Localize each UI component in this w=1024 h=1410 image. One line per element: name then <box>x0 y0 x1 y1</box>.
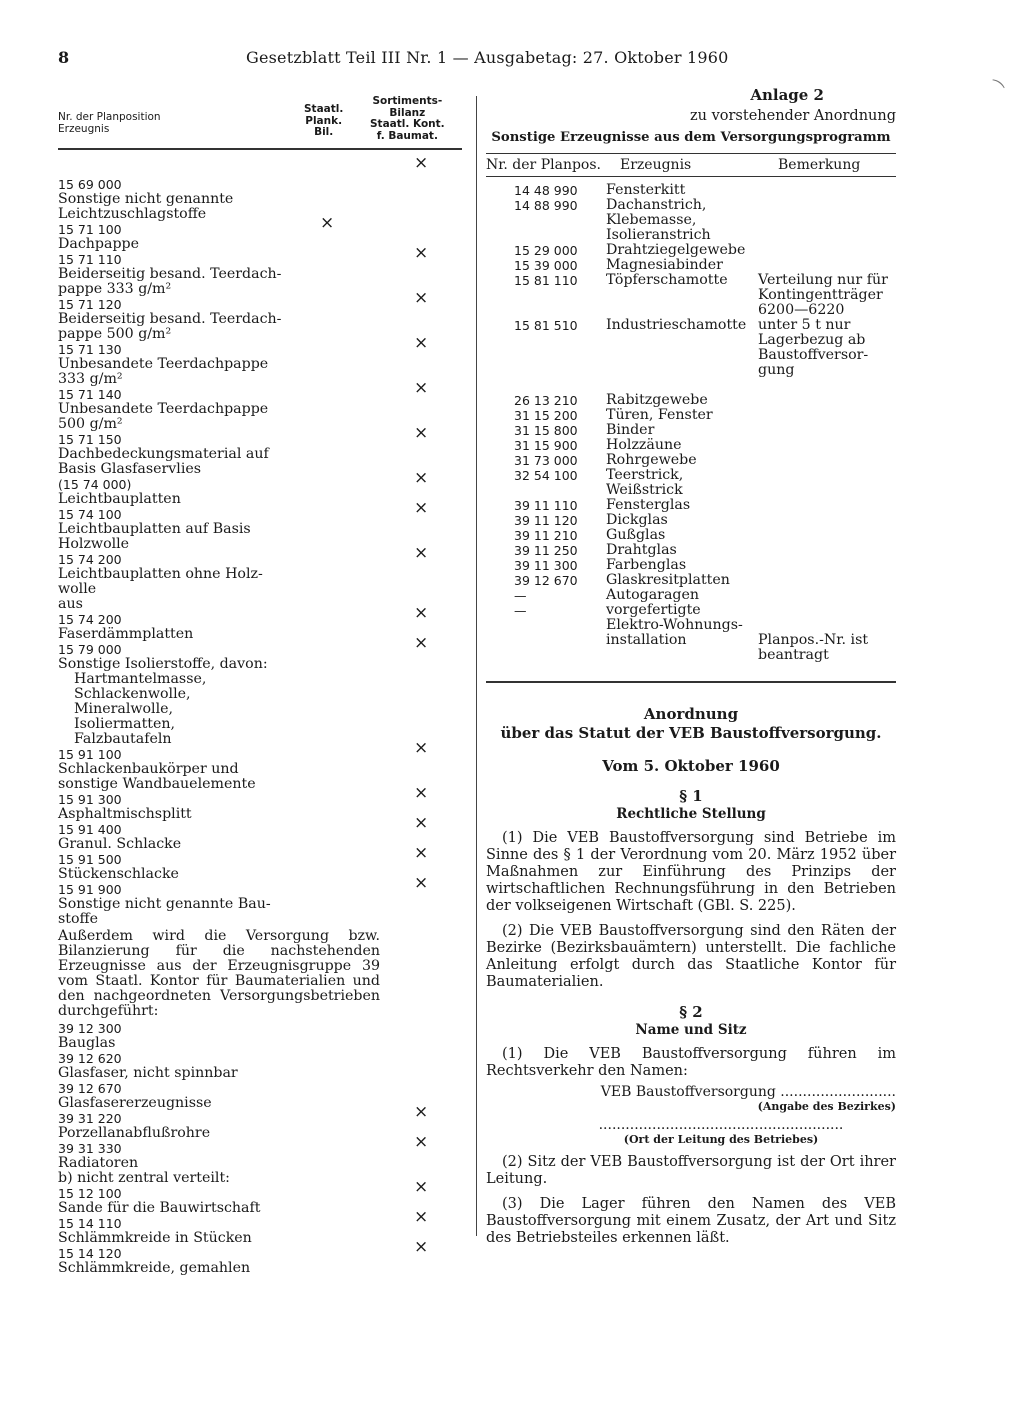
product-name: installation <box>606 632 687 648</box>
product-name: Holzwolle <box>58 536 130 552</box>
planposition-number: 15 74 100 <box>58 507 122 522</box>
table-row <box>486 288 896 303</box>
section-1-title: Rechtliche Stellung <box>616 806 766 822</box>
table-row <box>58 597 468 612</box>
header-label-line1: Nr. der Planposition <box>58 111 161 123</box>
table-row <box>58 732 468 747</box>
planposition-number: 15 69 000 <box>58 177 122 192</box>
location-line: ....................................................... <box>598 1117 844 1133</box>
table-row <box>58 462 468 477</box>
sortiments-bilanz-mark: × <box>414 843 429 863</box>
sortiments-bilanz-mark: × <box>414 378 429 398</box>
table-row <box>58 1261 468 1276</box>
table-row <box>486 513 896 528</box>
table-row <box>58 282 468 297</box>
product-name: Glaskresitplatten <box>606 572 730 588</box>
product-name: Sonstige Isolierstoffe, davon: <box>58 656 268 672</box>
table-row <box>58 1066 468 1081</box>
sortiments-bilanz-mark: × <box>414 243 429 263</box>
product-name: sonstige Wandbauelemente <box>58 776 256 792</box>
table-row <box>58 522 468 537</box>
header-sortiments-bilanz: Sortiments- Bilanz Staatl. Kont. f. Baumat. <box>370 95 445 142</box>
remark: Baustoffversor- <box>758 347 869 363</box>
table-row <box>486 258 896 273</box>
planpos-number: 39 11 110 <box>514 498 578 513</box>
product-name: Rohrgewebe <box>606 452 697 468</box>
product-name: Faserdämmplatten <box>58 626 194 642</box>
ordinance-title <box>486 705 896 743</box>
product-name: Töpferschamotte <box>606 272 728 288</box>
sortiments-bilanz-mark: × <box>414 153 429 173</box>
table-row <box>486 633 896 648</box>
table-row <box>58 372 468 387</box>
product-name: Unbesandete Teerdachpappe <box>58 401 269 417</box>
table-row <box>486 243 896 258</box>
planposition-number: 15 14 120 <box>58 1246 122 1261</box>
sortiments-bilanz-mark: × <box>414 1102 429 1122</box>
product-name: Leichtbauplatten auf Basis <box>58 521 251 537</box>
product-name: Autogaragen <box>606 587 700 603</box>
section-2-paragraph-2: (2) Sitz der VEB Baustoffversorgung ist der Ort ihrer Leitung. <box>486 1154 896 1187</box>
table-row <box>58 837 468 852</box>
product-name: Leichtzuschlagstoffe <box>58 206 207 222</box>
table-row <box>58 417 468 432</box>
product-name: wolle <box>58 581 97 597</box>
table-row <box>58 867 468 882</box>
planpos-number: 32 54 100 <box>514 468 578 483</box>
product-name: Sonstige nicht genannte <box>58 191 234 207</box>
header-rule <box>58 148 462 150</box>
remark: Kontingentträger <box>758 287 883 303</box>
table-row <box>58 1096 468 1111</box>
planpos-number: 39 12 670 <box>514 573 578 588</box>
page-number: 8 <box>58 48 70 67</box>
product-name: Leichtbauplatten ohne Holz- <box>58 566 263 582</box>
product-name: Stückenschlacke <box>58 866 179 882</box>
planposition-number: 15 14 110 <box>58 1216 122 1231</box>
section-2-paragraph-3: (3) Die Lager führen den Namen des VEB Baustoffversorgung mit einem Zusatz, der Art und Sitz des Betriebsteiles erkennen läßt. <box>486 1196 896 1246</box>
section-2-title: Name und Sitz <box>635 1022 747 1038</box>
planposition-number: 15 71 110 <box>58 252 122 267</box>
product-name: Türen, Fenster <box>606 407 713 423</box>
table-row <box>58 1051 468 1066</box>
planposition-number: 15 71 140 <box>58 387 122 402</box>
remark: beantragt <box>758 647 829 663</box>
table-row <box>58 267 468 282</box>
section-2-number: § 2 <box>679 1003 703 1021</box>
planposition-number: 15 71 120 <box>58 297 122 312</box>
product-name: Falzbautafeln <box>74 731 172 747</box>
table-row <box>486 648 896 663</box>
table-row <box>58 1081 468 1096</box>
table-row <box>486 408 896 423</box>
product-name: Elektro-Wohnungs- <box>606 617 743 633</box>
sortiments-bilanz-mark: × <box>414 873 429 893</box>
product-name: Beiderseitig besand. Teerdach- <box>58 266 282 282</box>
table-row <box>486 363 896 378</box>
table-row <box>486 228 896 243</box>
planpos-number: 39 11 120 <box>514 513 578 528</box>
sortiments-bilanz-mark: × <box>414 1207 429 1227</box>
product-name: Drahtziegelgewebe <box>606 242 746 258</box>
table-row <box>486 183 896 198</box>
product-name: Holzzäune <box>606 437 682 453</box>
table-row <box>58 912 468 927</box>
product-name: Binder <box>606 422 655 438</box>
product-name: Fensterglas <box>606 497 691 513</box>
section-1-paragraph-2: (2) Die VEB Baustoffversorgung sind den Räten der Bezirke (Bezirksbauämtern) unterstellt. Die fachliche Anleitung erfolgt durch das Staatliche Kontor für Baumaterialien. <box>486 923 896 990</box>
remark: 6200—6220 <box>758 302 845 318</box>
product-name: Gußglas <box>606 527 666 543</box>
header-staatl-plank: Staatl. Plank. Bil. <box>304 103 344 138</box>
table-row <box>58 1126 468 1141</box>
annex-table-body <box>486 177 896 663</box>
left-table-header <box>58 92 468 148</box>
table-row <box>486 498 896 513</box>
plank-bil-mark: × <box>320 213 335 233</box>
table-row <box>486 453 896 468</box>
product-name: stoffe <box>58 911 98 927</box>
product-name: Schlämmkreide in Stücken <box>58 1230 252 1246</box>
planpos-number: 15 29 000 <box>514 243 578 258</box>
planposition-number: 39 31 220 <box>58 1111 122 1126</box>
table-row <box>486 423 896 438</box>
sortiments-bilanz-mark: × <box>414 1132 429 1152</box>
product-name: Glasfaser, nicht spinnbar <box>58 1065 238 1081</box>
table-row <box>486 333 896 348</box>
planposition-number: 15 91 100 <box>58 747 122 762</box>
product-name: Klebemasse, <box>606 212 697 228</box>
table-row <box>58 447 468 462</box>
product-name: Isolieranstrich <box>606 227 711 243</box>
table-row <box>58 672 468 687</box>
table-row <box>58 402 468 417</box>
product-name: Magnesiabinder <box>606 257 723 273</box>
planpos-number: 31 15 200 <box>514 408 578 423</box>
ordinance-date: Vom 5. Oktober 1960 <box>602 757 780 775</box>
row-gap <box>486 378 896 393</box>
planposition-number: 15 71 150 <box>58 432 122 447</box>
product-name: 500 g/m² <box>58 416 123 432</box>
table-row <box>486 348 896 363</box>
product-name: Farbenglas <box>606 557 687 573</box>
table-row <box>58 177 468 192</box>
table-row <box>58 327 468 342</box>
table-row <box>58 207 468 222</box>
table-row <box>58 1021 468 1036</box>
sortiments-bilanz-mark: × <box>414 468 429 488</box>
remark: Lagerbezug ab <box>758 332 866 348</box>
table-row <box>58 807 468 822</box>
planposition-number: 15 79 000 <box>58 642 122 657</box>
planpos-number: 39 11 210 <box>514 528 578 543</box>
col-header-erzeugnis: Erzeugnis <box>620 157 692 173</box>
table-row <box>486 468 896 483</box>
supply-note: Außerdem wird die Versorgung bzw. Bilanzierung für die nachstehenden Erzeugnisse aus der Erzeugnisgruppe 39 vom Staatl. Kontor für Baumaterialien und den nachgeordneten Versorgungsbetrieben durchgeführt: <box>58 928 380 1019</box>
planpos-number: 14 88 990 <box>514 198 578 213</box>
table-row <box>58 897 468 912</box>
product-name: Unbesandete Teerdachpappe <box>58 356 269 372</box>
sortiments-bilanz-mark: × <box>414 288 429 308</box>
product-name: Fensterkitt <box>606 182 686 198</box>
planpos-number: 26 13 210 <box>514 393 578 408</box>
planposition-number: 15 71 100 <box>58 222 122 237</box>
table-row <box>58 627 468 642</box>
remark: Verteilung nur für <box>758 272 888 288</box>
planposition-number: 15 12 100 <box>58 1186 122 1201</box>
product-name: Teerstrick, <box>606 467 684 483</box>
product-name: Drahtglas <box>606 542 677 558</box>
product-name: Hartmantelmasse, <box>74 671 207 687</box>
table-row <box>58 1201 468 1216</box>
table-row <box>58 537 468 552</box>
product-name: b) nicht zentral verteilt: <box>58 1170 230 1186</box>
name-line: VEB Baustoffversorgung .......................... <box>600 1084 896 1100</box>
sortiments-bilanz-mark: × <box>414 1237 429 1257</box>
annex-table-header <box>486 154 896 176</box>
sortiments-bilanz-mark: × <box>414 783 429 803</box>
product-name: Dachbedeckungsmaterial auf <box>58 446 269 462</box>
planpos-number: 31 73 000 <box>514 453 578 468</box>
annex-heading: Anlage 2 <box>750 86 824 104</box>
sortiments-bilanz-mark: × <box>414 543 429 563</box>
product-name: Bauglas <box>58 1035 116 1051</box>
planposition-number: 39 12 300 <box>58 1021 122 1036</box>
planpos-number: 15 39 000 <box>514 258 578 273</box>
remark: gung <box>758 362 795 378</box>
table-row <box>58 1171 468 1186</box>
product-name: Schlämmkreide, gemahlen <box>58 1260 251 1276</box>
section-separator <box>486 681 896 683</box>
table-row <box>58 492 468 507</box>
table-row <box>58 717 468 732</box>
table-row <box>486 273 896 288</box>
name-line-caption: (Angabe des Bezirkes) <box>757 1100 896 1113</box>
product-name: Weißstrick <box>606 482 683 498</box>
table-row <box>58 1156 468 1171</box>
table-row <box>486 588 896 603</box>
table-row <box>58 582 468 597</box>
sortiments-bilanz-mark: × <box>414 603 429 623</box>
remark: Planpos.-Nr. ist <box>758 632 869 648</box>
table-row <box>486 198 896 213</box>
table-row <box>486 558 896 573</box>
planposition-number: 15 91 300 <box>58 792 122 807</box>
product-name: 333 g/m² <box>58 371 123 387</box>
table-row <box>58 657 468 672</box>
planposition-number: 39 31 330 <box>58 1141 122 1156</box>
table-row <box>58 312 468 327</box>
planpos-number: 31 15 900 <box>514 438 578 453</box>
table-row <box>486 303 896 318</box>
table-row <box>486 483 896 498</box>
sortiments-bilanz-mark: × <box>414 633 429 653</box>
table-row <box>486 318 896 333</box>
planposition-number: 15 91 400 <box>58 822 122 837</box>
right-column <box>486 86 896 1247</box>
planpos-number: 31 15 800 <box>514 423 578 438</box>
table-row <box>58 702 468 717</box>
product-name: Schlackenbaukörper und <box>58 761 239 777</box>
table-row <box>58 357 468 372</box>
table-row <box>58 567 468 582</box>
planposition-number: 15 91 500 <box>58 852 122 867</box>
product-name: vorgefertigte <box>606 602 701 618</box>
sortiments-bilanz-mark: × <box>414 333 429 353</box>
column-divider <box>476 96 477 1236</box>
product-name: aus <box>58 596 83 612</box>
sortiments-bilanz-mark: × <box>414 738 429 758</box>
planposition-number: 15 74 200 <box>58 612 122 627</box>
product-name: Asphaltmischsplitt <box>58 806 192 822</box>
planpos-number: 15 81 110 <box>514 273 578 288</box>
remark: unter 5 t nur <box>758 317 851 333</box>
planpos-number: 39 11 300 <box>514 558 578 573</box>
product-name: Granul. Schlacke <box>58 836 182 852</box>
sortiments-bilanz-mark: × <box>414 498 429 518</box>
table-row <box>486 543 896 558</box>
table-row <box>58 192 468 207</box>
product-name: Basis Glasfaservlies <box>58 461 202 477</box>
col-header-bemerkung: Bemerkung <box>778 157 861 173</box>
product-name: Dachanstrich, <box>606 197 707 213</box>
planposition-number: 15 91 900 <box>58 882 122 897</box>
table-row <box>486 213 896 228</box>
left-column <box>58 92 468 1276</box>
planposition-number: 39 12 670 <box>58 1081 122 1096</box>
product-name: Radiatoren <box>58 1155 139 1171</box>
ordinance-title-line2: über das Statut der VEB Baustoffversorgung. <box>500 724 882 742</box>
planpos-number: 39 11 250 <box>514 543 578 558</box>
table-row <box>58 153 468 177</box>
planpos-number: 14 48 990 <box>514 183 578 198</box>
product-name: Dachpappe <box>58 236 140 252</box>
header-label <box>58 112 161 135</box>
sortiments-bilanz-mark: × <box>414 423 429 443</box>
table-row <box>486 528 896 543</box>
product-name: Porzellanabflußrohre <box>58 1125 211 1141</box>
left-table-body <box>58 153 468 927</box>
margin-mark: ⁀ <box>983 78 1006 101</box>
product-name: Mineralwolle, <box>74 701 174 717</box>
product-name: pappe 500 g/m² <box>58 326 172 342</box>
table-row <box>58 762 468 777</box>
planposition-number: 39 12 620 <box>58 1051 122 1066</box>
product-name: Schlackenwolle, <box>74 686 191 702</box>
annex-subheading: zu vorstehender Anordnung <box>689 108 896 124</box>
annex-title: Sonstige Erzeugnisse aus dem Versorgungsprogramm <box>491 130 891 145</box>
header-label-line2: Erzeugnis <box>58 122 110 135</box>
section-2-paragraph-1: (1) Die VEB Baustoffversorgung führen im Rechtsverkehr den Namen: <box>486 1046 896 1079</box>
sortiments-bilanz-mark: × <box>414 813 429 833</box>
product-name: Leichtbauplatten <box>58 491 181 507</box>
ordinance-title-line1: Anordnung <box>643 705 739 723</box>
table-row <box>486 573 896 588</box>
section-1-number: § 1 <box>679 787 703 805</box>
table-row <box>486 618 896 633</box>
planposition-number: 15 71 130 <box>58 342 122 357</box>
product-name: pappe 333 g/m² <box>58 281 172 297</box>
planposition-number: (15 74 000) <box>58 477 132 492</box>
table-row <box>58 777 468 792</box>
product-name: Dickglas <box>606 512 668 528</box>
planpos-number: — <box>514 588 527 603</box>
product-name: Industrieschamotte <box>606 317 747 333</box>
product-name: Isoliermatten, <box>74 716 176 732</box>
planpos-number: — <box>514 603 527 618</box>
product-name: Rabitzgewebe <box>606 392 708 408</box>
col-header-planpos: Nr. der Planpos. <box>486 157 601 173</box>
product-name: Beiderseitig besand. Teerdach- <box>58 311 282 327</box>
product-name: Sande für die Bauwirtschaft <box>58 1200 261 1216</box>
left-table-body-2 <box>58 1021 468 1276</box>
planpos-number: 15 81 510 <box>514 318 578 333</box>
planposition-number: 15 74 200 <box>58 552 122 567</box>
product-name: Sonstige nicht genannte Bau- <box>58 896 271 912</box>
table-row <box>486 393 896 408</box>
sortiments-bilanz-mark: × <box>414 1177 429 1197</box>
table-row <box>58 1036 468 1051</box>
table-row <box>58 1231 468 1246</box>
table-row <box>486 603 896 618</box>
location-line-caption: (Ort der Leitung des Betriebes) <box>623 1133 819 1146</box>
table-row <box>486 438 896 453</box>
product-name: Glasfasererzeugnisse <box>58 1095 212 1111</box>
page-header <box>58 48 938 72</box>
section-1-paragraph-1: (1) Die VEB Baustoffversorgung sind Betriebe im Sinne des § 1 der Verordnung vom 20. März 1952 über Maßnahmen zur Einführung des Prinzips der wirtschaftlichen Rechnungsführung in den Betrieben der volkseigenen Wirtschaft (GBl. S. 225). <box>486 830 896 914</box>
table-row <box>58 687 468 702</box>
page-title: Gesetzblatt Teil III Nr. 1 — Ausgabetag: 27. Oktober 1960 <box>246 48 729 67</box>
table-row <box>58 237 468 252</box>
